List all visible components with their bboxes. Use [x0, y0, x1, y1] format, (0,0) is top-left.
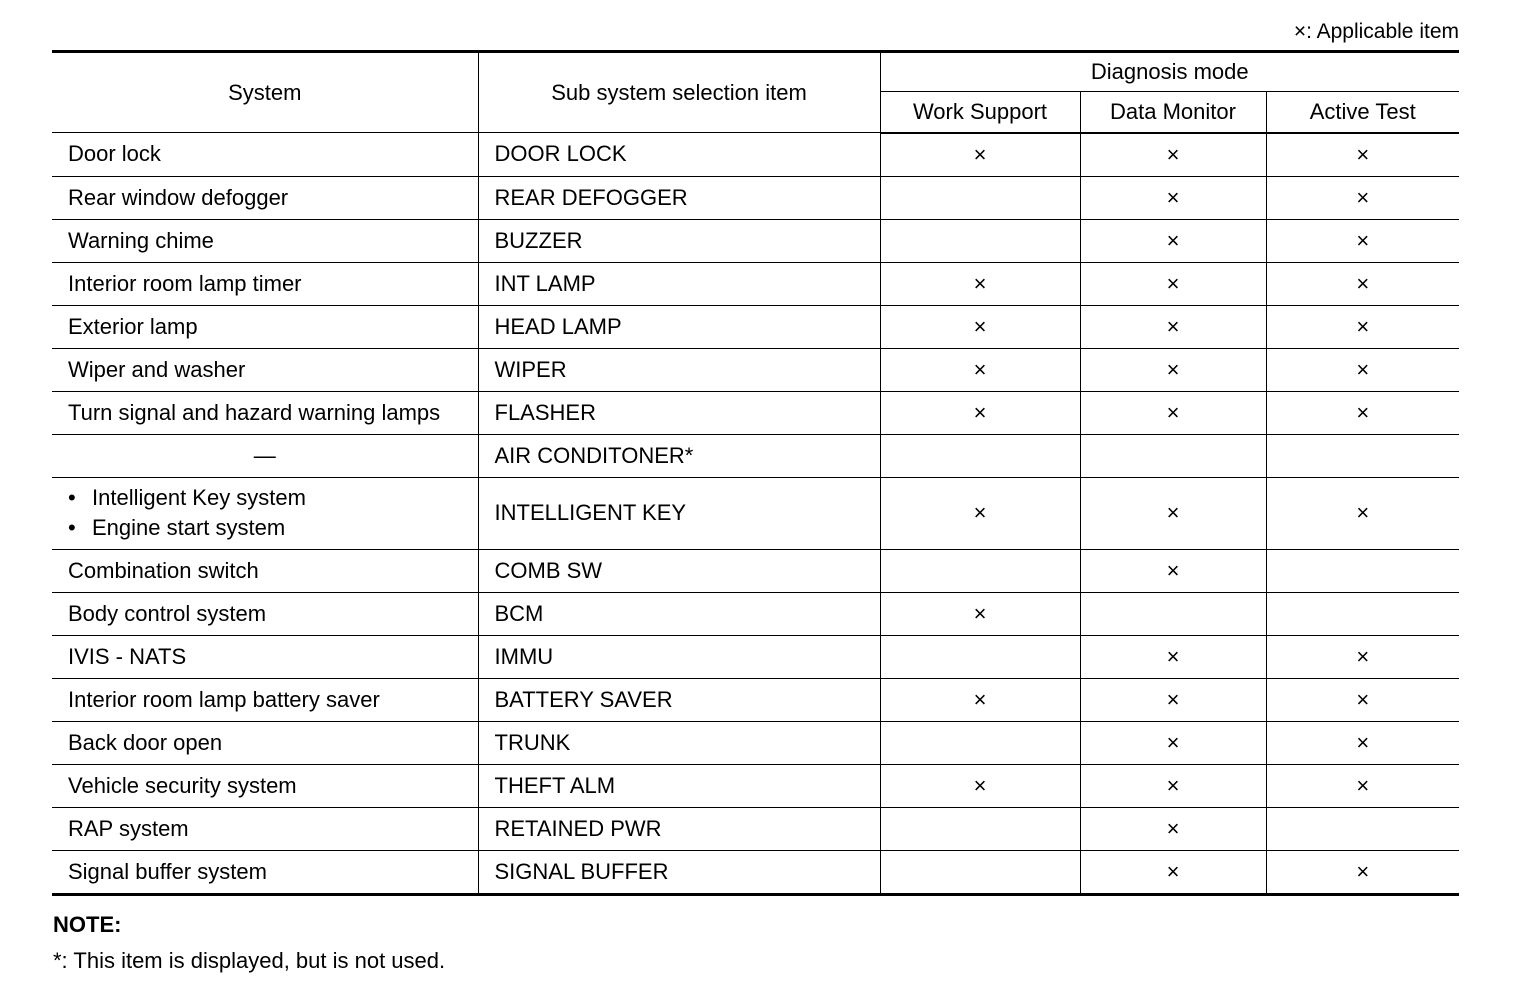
- system-cell: [52, 477, 478, 549]
- header-diagnosis-mode: Diagnosis mode: [880, 52, 1459, 92]
- note-title: NOTE:: [53, 912, 122, 937]
- table-row: [52, 219, 1459, 262]
- data-monitor-mark: ×: [1080, 262, 1266, 305]
- table-row: [52, 391, 1459, 434]
- data-monitor-mark: ×: [1080, 133, 1266, 177]
- active-test-mark: ×: [1266, 305, 1459, 348]
- subsystem-cell: RETAINED PWR: [478, 807, 880, 850]
- active-test-mark: ×: [1266, 176, 1459, 219]
- subsystem-cell: TRUNK: [478, 721, 880, 764]
- active-test-mark: ×: [1266, 678, 1459, 721]
- data-monitor-mark: ×: [1080, 764, 1266, 807]
- work-support-mark: ×: [880, 391, 1080, 434]
- work-support-mark: [880, 434, 1080, 477]
- subsystem-cell: INT LAMP: [478, 262, 880, 305]
- subsystem-cell: FLASHER: [478, 391, 880, 434]
- subsystem-cell: REAR DEFOGGER: [478, 176, 880, 219]
- active-test-mark: ×: [1266, 635, 1459, 678]
- table-row: [52, 764, 1459, 807]
- subsystem-cell: BATTERY SAVER: [478, 678, 880, 721]
- work-support-mark: ×: [880, 133, 1080, 177]
- data-monitor-mark: ×: [1080, 635, 1266, 678]
- system-bullet-item: • Intelligent Key system: [68, 483, 478, 513]
- work-support-mark: ×: [880, 305, 1080, 348]
- active-test-mark: [1266, 434, 1459, 477]
- data-monitor-mark: ×: [1080, 807, 1266, 850]
- system-bullet-list: [68, 483, 478, 543]
- data-monitor-mark: ×: [1080, 219, 1266, 262]
- work-support-mark: ×: [880, 477, 1080, 549]
- active-test-mark: ×: [1266, 391, 1459, 434]
- data-monitor-mark: ×: [1080, 348, 1266, 391]
- subsystem-cell: IMMU: [478, 635, 880, 678]
- work-support-mark: ×: [880, 592, 1080, 635]
- system-cell: Rear window defogger: [52, 176, 478, 219]
- work-support-mark: ×: [880, 262, 1080, 305]
- system-cell: Combination switch: [52, 549, 478, 592]
- system-cell: Wiper and washer: [52, 348, 478, 391]
- system-cell: Interior room lamp battery saver: [52, 678, 478, 721]
- active-test-mark: [1266, 592, 1459, 635]
- system-cell: Vehicle security system: [52, 764, 478, 807]
- system-cell: Body control system: [52, 592, 478, 635]
- header-subsystem: Sub system selection item: [478, 52, 880, 133]
- data-monitor-mark: ×: [1080, 391, 1266, 434]
- data-monitor-mark: ×: [1080, 477, 1266, 549]
- active-test-mark: ×: [1266, 764, 1459, 807]
- work-support-mark: [880, 807, 1080, 850]
- subsystem-cell: BUZZER: [478, 219, 880, 262]
- data-monitor-mark: ×: [1080, 721, 1266, 764]
- system-cell: RAP system: [52, 807, 478, 850]
- applicable-item-legend: ×: Applicable item: [1293, 20, 1459, 43]
- system-cell: Door lock: [52, 133, 478, 177]
- system-cell: Interior room lamp timer: [52, 262, 478, 305]
- system-cell: Exterior lamp: [52, 305, 478, 348]
- work-support-mark: ×: [880, 348, 1080, 391]
- active-test-mark: ×: [1266, 219, 1459, 262]
- system-cell: Turn signal and hazard warning lamps: [52, 391, 478, 434]
- work-support-mark: [880, 721, 1080, 764]
- table-row: [52, 721, 1459, 764]
- active-test-mark: ×: [1266, 262, 1459, 305]
- work-support-mark: [880, 549, 1080, 592]
- header-work-support: Work Support: [880, 92, 1080, 133]
- system-cell: —: [52, 434, 478, 477]
- table-row: [52, 850, 1459, 894]
- active-test-mark: [1266, 549, 1459, 592]
- subsystem-cell: THEFT ALM: [478, 764, 880, 807]
- work-support-mark: ×: [880, 764, 1080, 807]
- active-test-mark: [1266, 807, 1459, 850]
- work-support-mark: [880, 176, 1080, 219]
- table-row: [52, 133, 1459, 177]
- data-monitor-mark: ×: [1080, 176, 1266, 219]
- table-row: [52, 262, 1459, 305]
- subsystem-cell: BCM: [478, 592, 880, 635]
- system-bullet-item: • Engine start system: [68, 513, 478, 543]
- work-support-mark: [880, 635, 1080, 678]
- subsystem-cell: DOOR LOCK: [478, 133, 880, 177]
- header-active-test: Active Test: [1266, 92, 1459, 133]
- system-cell: Back door open: [52, 721, 478, 764]
- data-monitor-mark: ×: [1080, 678, 1266, 721]
- subsystem-cell: SIGNAL BUFFER: [478, 850, 880, 894]
- table-row: [52, 477, 1459, 549]
- table-row: [52, 305, 1459, 348]
- data-monitor-mark: ×: [1080, 850, 1266, 894]
- subsystem-cell: COMB SW: [478, 549, 880, 592]
- table-row: [52, 635, 1459, 678]
- subsystem-cell: WIPER: [478, 348, 880, 391]
- note-text: *: This item is displayed, but is not used.: [53, 948, 446, 973]
- system-cell: Signal buffer system: [52, 850, 478, 894]
- work-support-mark: [880, 219, 1080, 262]
- diagnosis-table: [52, 50, 1459, 896]
- data-monitor-mark: [1080, 592, 1266, 635]
- table-row: [52, 348, 1459, 391]
- subsystem-cell: HEAD LAMP: [478, 305, 880, 348]
- header-data-monitor: Data Monitor: [1080, 92, 1266, 133]
- data-monitor-mark: ×: [1080, 305, 1266, 348]
- table-row: [52, 434, 1459, 477]
- table-body: [52, 133, 1459, 895]
- data-monitor-mark: ×: [1080, 549, 1266, 592]
- work-support-mark: [880, 850, 1080, 894]
- active-test-mark: ×: [1266, 133, 1459, 177]
- data-monitor-mark: [1080, 434, 1266, 477]
- active-test-mark: ×: [1266, 850, 1459, 894]
- table-row: [52, 678, 1459, 721]
- subsystem-cell: AIR CONDITONER*: [478, 434, 880, 477]
- active-test-mark: ×: [1266, 721, 1459, 764]
- work-support-mark: ×: [880, 678, 1080, 721]
- active-test-mark: ×: [1266, 348, 1459, 391]
- table-row: [52, 549, 1459, 592]
- table-row: [52, 807, 1459, 850]
- subsystem-cell: INTELLIGENT KEY: [478, 477, 880, 549]
- system-cell: IVIS - NATS: [52, 635, 478, 678]
- table-row: [52, 176, 1459, 219]
- table-row: [52, 592, 1459, 635]
- active-test-mark: ×: [1266, 477, 1459, 549]
- header-system: System: [52, 52, 478, 133]
- system-cell: Warning chime: [52, 219, 478, 262]
